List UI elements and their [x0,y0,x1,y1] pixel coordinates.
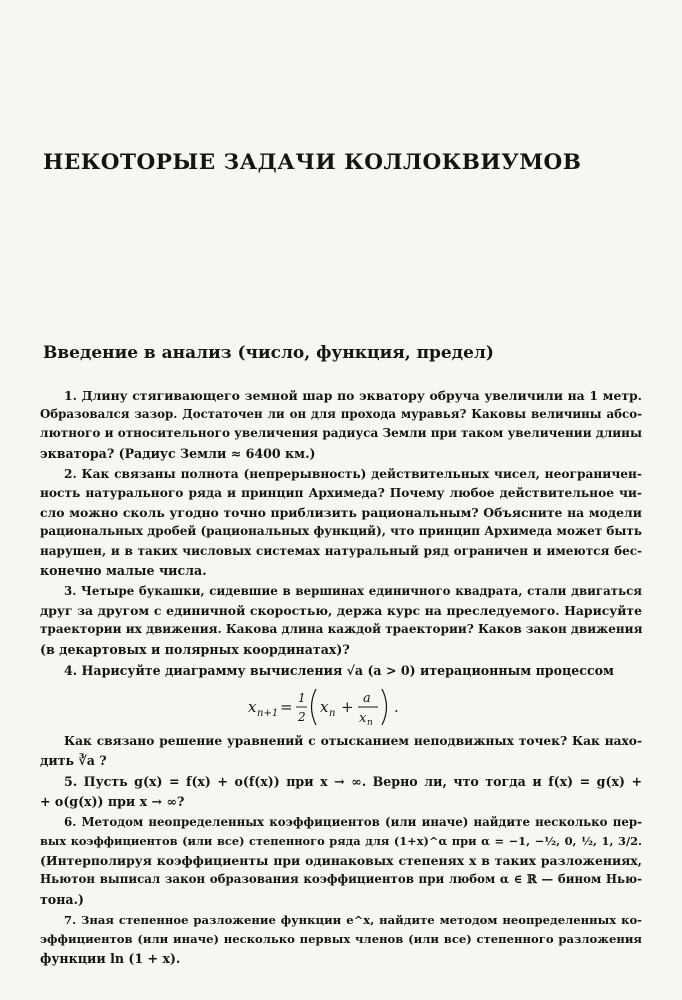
problem-list [40,386,642,970]
section-title: Введение в анализ (число, функция, предел) [43,343,494,363]
svg-text:x: x [320,698,329,717]
text-line: 4. Нарисуйте диаграмму вычисления √a (a > 0) итерационным процессом [64,662,614,678]
text-line: Ньютон выписал закон образования коэффициентов при любом α ∈ ℝ — бином Нью- [40,872,642,887]
svg-text:x: x [359,711,367,727]
svg-text:+: + [341,698,354,717]
svg-text:a: a [363,691,371,707]
problem-5 [40,772,642,810]
text-line: Образовался зазор. Достаточен ли он для прохода муравья? Каковы величины абсо- [40,407,642,422]
formula-graphic [246,681,436,731]
svg-text:.: . [394,698,399,717]
svg-text:1: 1 [298,691,306,706]
text-line: нарушен, и в таких числовых системах натуральный ряд ограничен и имеются бес- [40,543,642,558]
text-line: рациональных дробей (рациональных функций), что принцип Архимеда может быть [40,524,642,539]
text-line: вых коэффициентов (или все) степенного ряда для (1+x)^α при α = −1, −½, 0, ½, 1, 3/2. [40,834,642,849]
problem-3 [40,582,642,659]
problem-2 [40,465,642,580]
text-line: эффициентов (или иначе) несколько первых членов (или все) степенного разложения [40,932,642,947]
text-line: ность натурального ряда и принцип Архимеда? Почему любое действительное чи- [40,486,642,501]
page-title: НЕКОТОРЫЕ ЗАДАЧИ КОЛЛОКВИУМОВ [43,150,582,175]
text-line: (Интерполируя коэффициенты при одинаковых степенях x в таких разложениях, [40,853,642,869]
svg-text:=: = [280,698,293,717]
text-line: 1. Длину стягивающего земной шар по экватору обруча увеличили на 1 метр. [64,388,642,403]
problem-7 [40,911,642,969]
text-line: траектории их движения. Какова длина каждой траектории? Каков закон движения [40,622,643,637]
svg-text:n+1: n+1 [257,708,279,720]
text-line: Как связано решение уравнений с отысканием неподвижных точек? Как нахо- [64,734,642,749]
text-line: друг за другом с единичной скоростью, держа курс на преследуемого. Нарисуйте [40,603,642,619]
svg-text:2: 2 [298,710,306,725]
text-line: тона.) [40,891,84,907]
svg-text:x: x [248,698,257,717]
text-line: экватора? (Радиус Земли ≈ 6400 км.) [40,445,316,461]
problem-6 [40,813,642,909]
svg-text:n: n [367,718,373,729]
svg-text:n: n [329,708,336,720]
text-line: сло можно сколь угодно точно приблизить рациональным? Объясните на модели [40,505,642,521]
text-line: (в декартовых и полярных координатах)? [40,641,350,657]
text-line: дить ∛a ? [40,753,107,769]
text-line: конечно малые числа. [40,562,207,578]
problem-1 [40,386,642,463]
text-line: 3. Четыре букашки, сидевшие в вершинах единичного квадрата, стали двигаться [64,584,642,599]
problem-4 [40,661,642,771]
text-line: 7. Зная степенное разложение функции e^x, найдите методом неопределенных ко- [64,912,642,927]
text-line: 5. Пусть g(x) = f(x) + o(f(x)) при x → ∞. Верно ли, что тогда и f(x) = g(x) + [64,774,642,790]
iteration-formula [40,680,642,732]
text-line: функции ln (1 + x). [40,951,181,967]
text-line: 2. Как связаны полнота (непрерывность) действительных чисел, неограничен- [64,466,642,481]
text-line: 6. Методом неопределенных коэффициентов (или иначе) найдите несколько пер- [64,814,642,829]
text-line: лютного и относительного увеличения радиуса Земли при таком увеличении длины [40,426,642,441]
text-line: + o(g(x)) при x → ∞? [40,793,185,809]
